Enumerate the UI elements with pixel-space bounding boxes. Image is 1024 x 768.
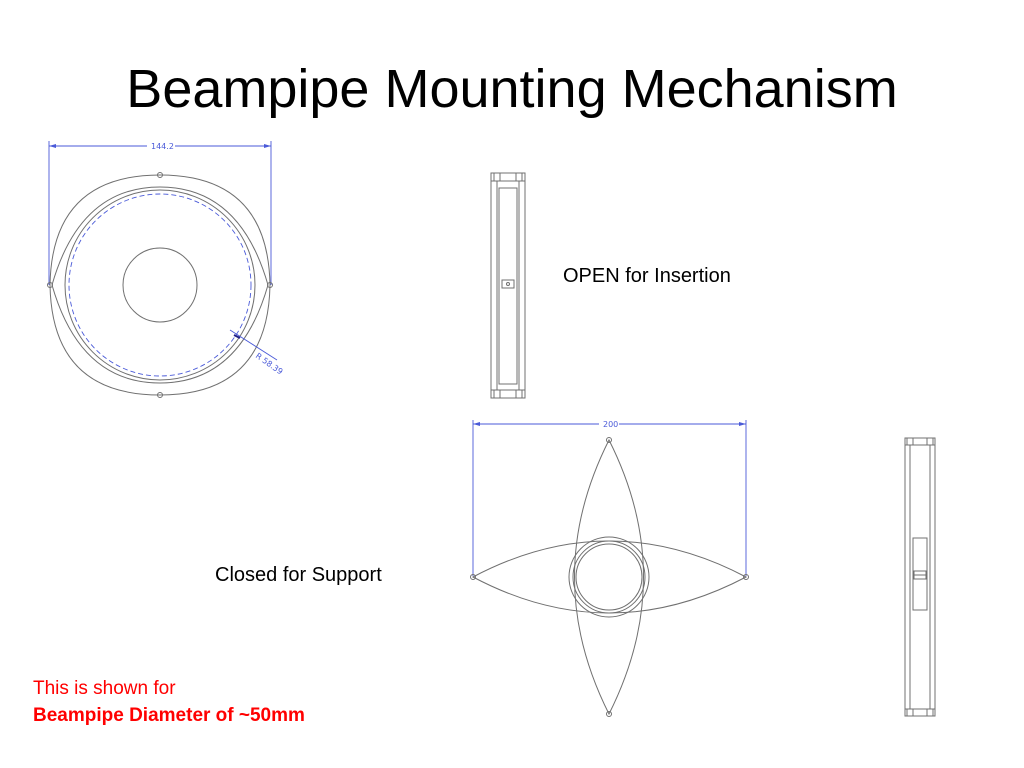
open-side-drawing (488, 170, 530, 402)
closed-state-label: Closed for Support (215, 564, 382, 586)
slide-title: Beampipe Mounting Mechanism (126, 59, 898, 119)
open-front-drawing (40, 135, 290, 405)
closed-front-drawing (466, 418, 756, 720)
closed-side-drawing (902, 435, 938, 719)
open-radius-dimension: R 58.39 (253, 351, 285, 377)
note-line-2: Beampipe Diameter of ~50mm (33, 704, 305, 726)
open-state-label: OPEN for Insertion (563, 265, 731, 287)
note-line-1: This is shown for (33, 678, 176, 699)
open-width-dimension: 144.2 (151, 142, 174, 151)
beampipe-note (33, 676, 305, 729)
closed-width-dimension: 200 (603, 420, 619, 429)
